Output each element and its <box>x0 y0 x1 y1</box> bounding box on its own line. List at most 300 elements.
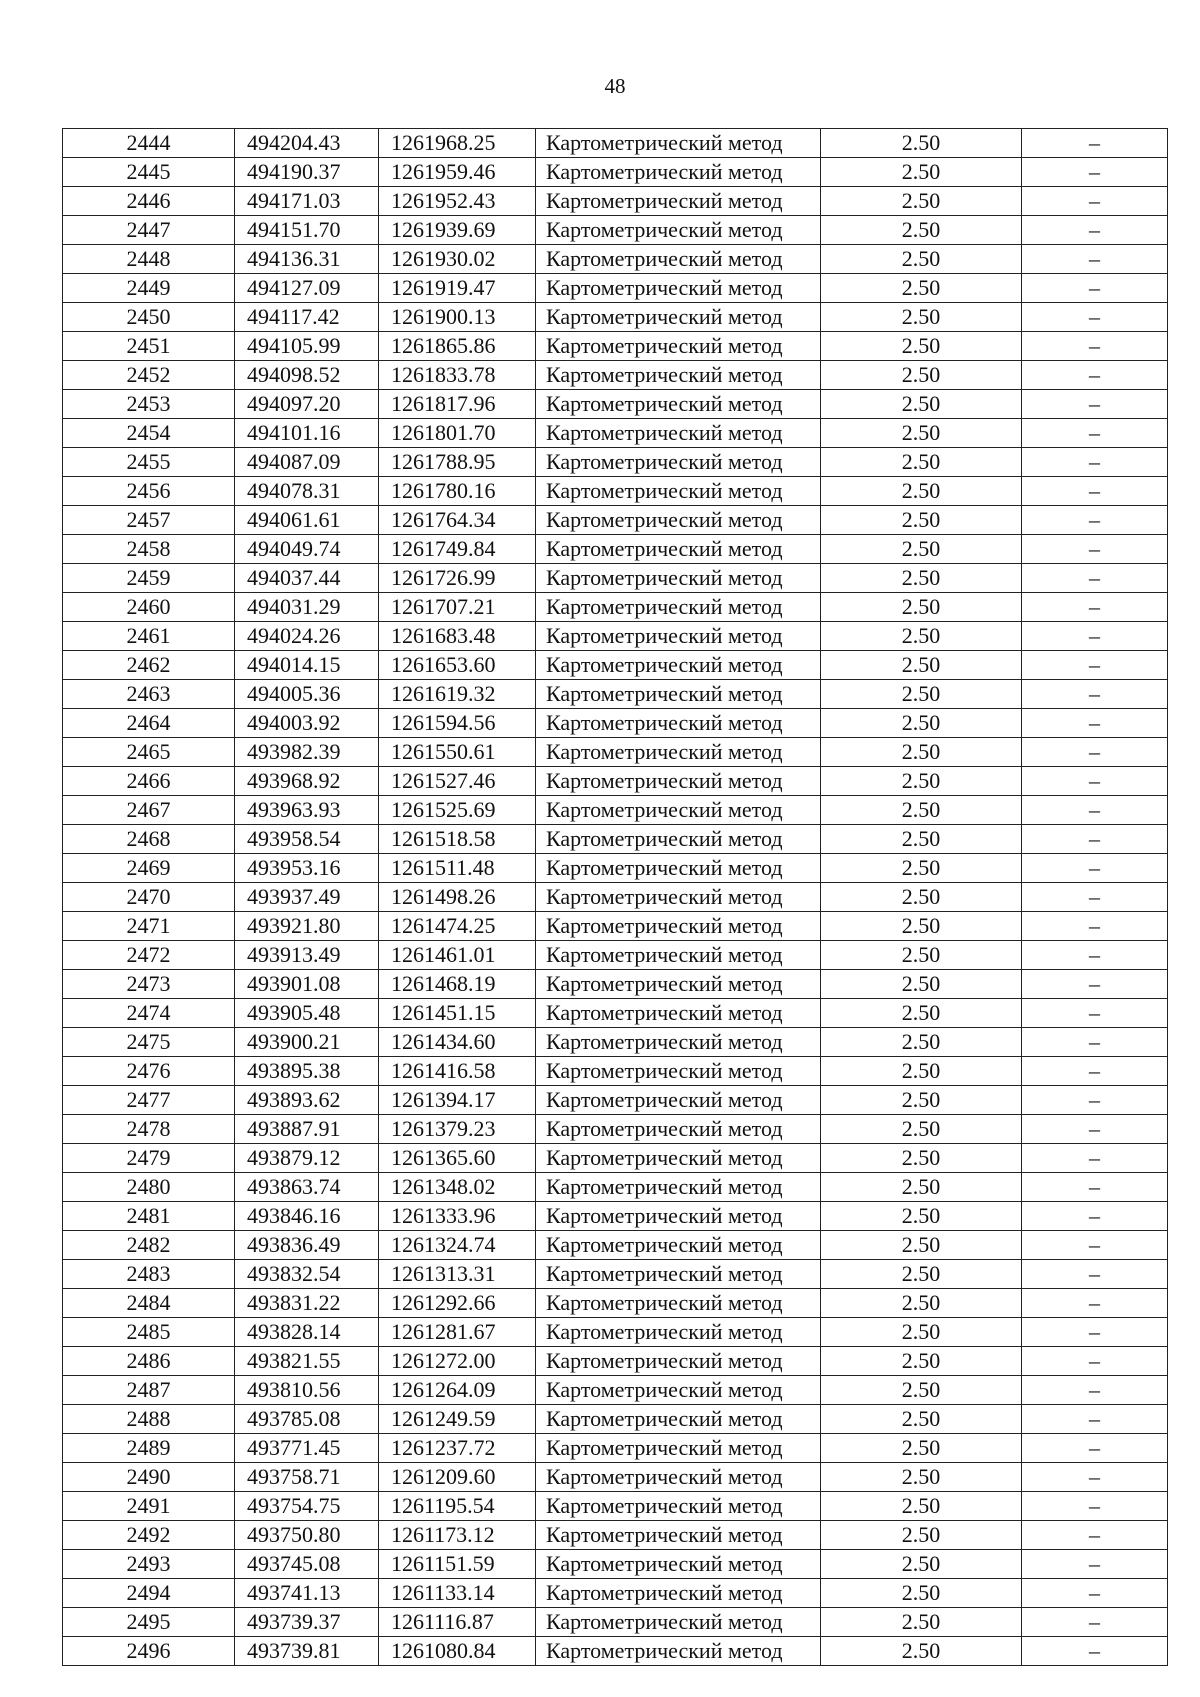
accuracy-cell: 2.50 <box>821 767 1022 796</box>
accuracy-cell: 2.50 <box>821 1608 1022 1637</box>
point-number-cell: 2481 <box>63 1202 235 1231</box>
accuracy-cell: 2.50 <box>821 825 1022 854</box>
table-row <box>63 1086 1168 1115</box>
note-cell: – <box>1022 1144 1168 1173</box>
accuracy-cell: 2.50 <box>821 1463 1022 1492</box>
y-coordinate-cell: 1261080.84 <box>379 1637 536 1666</box>
table-row <box>63 564 1168 593</box>
note-cell: – <box>1022 767 1168 796</box>
y-coordinate-cell: 1261707.21 <box>379 593 536 622</box>
accuracy-cell: 2.50 <box>821 187 1022 216</box>
method-cell: Картометрический метод <box>536 651 821 680</box>
accuracy-cell: 2.50 <box>821 477 1022 506</box>
method-cell: Картометрический метод <box>536 564 821 593</box>
x-coordinate-cell: 493913.49 <box>235 941 379 970</box>
point-number-cell: 2483 <box>63 1260 235 1289</box>
note-cell: – <box>1022 680 1168 709</box>
method-cell: Картометрический метод <box>536 767 821 796</box>
accuracy-cell: 2.50 <box>821 506 1022 535</box>
point-number-cell: 2495 <box>63 1608 235 1637</box>
point-number-cell: 2448 <box>63 245 235 274</box>
note-cell: – <box>1022 1608 1168 1637</box>
method-cell: Картометрический метод <box>536 448 821 477</box>
table-row <box>63 1550 1168 1579</box>
note-cell: – <box>1022 1492 1168 1521</box>
accuracy-cell: 2.50 <box>821 1318 1022 1347</box>
accuracy-cell: 2.50 <box>821 854 1022 883</box>
method-cell: Картометрический метод <box>536 825 821 854</box>
x-coordinate-cell: 493836.49 <box>235 1231 379 1260</box>
method-cell: Картометрический метод <box>536 535 821 564</box>
y-coordinate-cell: 1261930.02 <box>379 245 536 274</box>
method-cell: Картометрический метод <box>536 796 821 825</box>
point-number-cell: 2468 <box>63 825 235 854</box>
accuracy-cell: 2.50 <box>821 999 1022 1028</box>
x-coordinate-cell: 494101.16 <box>235 419 379 448</box>
table-row <box>63 1144 1168 1173</box>
x-coordinate-cell: 493893.62 <box>235 1086 379 1115</box>
accuracy-cell: 2.50 <box>821 361 1022 390</box>
x-coordinate-cell: 493831.22 <box>235 1289 379 1318</box>
x-coordinate-cell: 493832.54 <box>235 1260 379 1289</box>
table-row <box>63 419 1168 448</box>
method-cell: Картометрический метод <box>536 303 821 332</box>
note-cell: – <box>1022 361 1168 390</box>
table-row <box>63 390 1168 419</box>
accuracy-cell: 2.50 <box>821 303 1022 332</box>
method-cell: Картометрический метод <box>536 1057 821 1086</box>
note-cell: – <box>1022 1202 1168 1231</box>
table-row <box>63 738 1168 767</box>
accuracy-cell: 2.50 <box>821 1115 1022 1144</box>
x-coordinate-cell: 494097.20 <box>235 390 379 419</box>
method-cell: Картометрический метод <box>536 941 821 970</box>
note-cell: – <box>1022 1376 1168 1405</box>
method-cell: Картометрический метод <box>536 274 821 303</box>
y-coordinate-cell: 1261865.86 <box>379 332 536 361</box>
y-coordinate-cell: 1261968.25 <box>379 129 536 158</box>
note-cell: – <box>1022 651 1168 680</box>
note-cell: – <box>1022 535 1168 564</box>
note-cell: – <box>1022 1260 1168 1289</box>
method-cell: Картометрический метод <box>536 970 821 999</box>
point-number-cell: 2472 <box>63 941 235 970</box>
x-coordinate-cell: 493982.39 <box>235 738 379 767</box>
x-coordinate-cell: 494105.99 <box>235 332 379 361</box>
accuracy-cell: 2.50 <box>821 1579 1022 1608</box>
point-number-cell: 2457 <box>63 506 235 535</box>
y-coordinate-cell: 1261434.60 <box>379 1028 536 1057</box>
accuracy-cell: 2.50 <box>821 1347 1022 1376</box>
x-coordinate-cell: 494098.52 <box>235 361 379 390</box>
x-coordinate-cell: 494037.44 <box>235 564 379 593</box>
note-cell: – <box>1022 912 1168 941</box>
accuracy-cell: 2.50 <box>821 564 1022 593</box>
y-coordinate-cell: 1261348.02 <box>379 1173 536 1202</box>
y-coordinate-cell: 1261511.48 <box>379 854 536 883</box>
y-coordinate-cell: 1261324.74 <box>379 1231 536 1260</box>
x-coordinate-cell: 493741.13 <box>235 1579 379 1608</box>
point-number-cell: 2455 <box>63 448 235 477</box>
note-cell: – <box>1022 941 1168 970</box>
point-number-cell: 2447 <box>63 216 235 245</box>
x-coordinate-cell: 493810.56 <box>235 1376 379 1405</box>
point-number-cell: 2454 <box>63 419 235 448</box>
y-coordinate-cell: 1261292.66 <box>379 1289 536 1318</box>
point-number-cell: 2490 <box>63 1463 235 1492</box>
accuracy-cell: 2.50 <box>821 1231 1022 1260</box>
method-cell: Картометрический метод <box>536 187 821 216</box>
table-row <box>63 216 1168 245</box>
method-cell: Картометрический метод <box>536 361 821 390</box>
method-cell: Картометрический метод <box>536 912 821 941</box>
method-cell: Картометрический метод <box>536 1347 821 1376</box>
table-row <box>63 1637 1168 1666</box>
y-coordinate-cell: 1261173.12 <box>379 1521 536 1550</box>
point-number-cell: 2496 <box>63 1637 235 1666</box>
method-cell: Картометрический метод <box>536 1028 821 1057</box>
table-row <box>63 361 1168 390</box>
y-coordinate-cell: 1261900.13 <box>379 303 536 332</box>
point-number-cell: 2466 <box>63 767 235 796</box>
point-number-cell: 2471 <box>63 912 235 941</box>
note-cell: – <box>1022 1405 1168 1434</box>
note-cell: – <box>1022 1637 1168 1666</box>
accuracy-cell: 2.50 <box>821 651 1022 680</box>
accuracy-cell: 2.50 <box>821 1405 1022 1434</box>
point-number-cell: 2485 <box>63 1318 235 1347</box>
point-number-cell: 2463 <box>63 680 235 709</box>
accuracy-cell: 2.50 <box>821 274 1022 303</box>
x-coordinate-cell: 494049.74 <box>235 535 379 564</box>
x-coordinate-cell: 493821.55 <box>235 1347 379 1376</box>
x-coordinate-cell: 493895.38 <box>235 1057 379 1086</box>
y-coordinate-cell: 1261151.59 <box>379 1550 536 1579</box>
accuracy-cell: 2.50 <box>821 1260 1022 1289</box>
method-cell: Картометрический метод <box>536 1173 821 1202</box>
method-cell: Картометрический метод <box>536 477 821 506</box>
point-number-cell: 2486 <box>63 1347 235 1376</box>
table-row <box>63 1289 1168 1318</box>
accuracy-cell: 2.50 <box>821 158 1022 187</box>
accuracy-cell: 2.50 <box>821 680 1022 709</box>
accuracy-cell: 2.50 <box>821 1637 1022 1666</box>
point-number-cell: 2456 <box>63 477 235 506</box>
table-row <box>63 274 1168 303</box>
note-cell: – <box>1022 1289 1168 1318</box>
note-cell: – <box>1022 448 1168 477</box>
method-cell: Картометрический метод <box>536 1608 821 1637</box>
table-row <box>63 593 1168 622</box>
accuracy-cell: 2.50 <box>821 1057 1022 1086</box>
x-coordinate-cell: 493905.48 <box>235 999 379 1028</box>
x-coordinate-cell: 493963.93 <box>235 796 379 825</box>
y-coordinate-cell: 1261749.84 <box>379 535 536 564</box>
y-coordinate-cell: 1261474.25 <box>379 912 536 941</box>
point-number-cell: 2458 <box>63 535 235 564</box>
point-number-cell: 2476 <box>63 1057 235 1086</box>
accuracy-cell: 2.50 <box>821 593 1022 622</box>
y-coordinate-cell: 1261550.61 <box>379 738 536 767</box>
note-cell: – <box>1022 1086 1168 1115</box>
accuracy-cell: 2.50 <box>821 1376 1022 1405</box>
y-coordinate-cell: 1261788.95 <box>379 448 536 477</box>
note-cell: – <box>1022 854 1168 883</box>
method-cell: Картометрический метод <box>536 593 821 622</box>
accuracy-cell: 2.50 <box>821 1521 1022 1550</box>
note-cell: – <box>1022 1173 1168 1202</box>
accuracy-cell: 2.50 <box>821 419 1022 448</box>
y-coordinate-cell: 1261833.78 <box>379 361 536 390</box>
note-cell: – <box>1022 622 1168 651</box>
method-cell: Картометрический метод <box>536 216 821 245</box>
y-coordinate-cell: 1261764.34 <box>379 506 536 535</box>
point-number-cell: 2484 <box>63 1289 235 1318</box>
x-coordinate-cell: 493953.16 <box>235 854 379 883</box>
accuracy-cell: 2.50 <box>821 1028 1022 1057</box>
accuracy-cell: 2.50 <box>821 1086 1022 1115</box>
note-cell: – <box>1022 390 1168 419</box>
y-coordinate-cell: 1261939.69 <box>379 216 536 245</box>
accuracy-cell: 2.50 <box>821 332 1022 361</box>
point-number-cell: 2474 <box>63 999 235 1028</box>
x-coordinate-cell: 494087.09 <box>235 448 379 477</box>
accuracy-cell: 2.50 <box>821 1492 1022 1521</box>
accuracy-cell: 2.50 <box>821 1289 1022 1318</box>
x-coordinate-cell: 493745.08 <box>235 1550 379 1579</box>
table-row <box>63 1260 1168 1289</box>
method-cell: Картометрический метод <box>536 1579 821 1608</box>
table-row <box>63 1521 1168 1550</box>
x-coordinate-cell: 493958.54 <box>235 825 379 854</box>
y-coordinate-cell: 1261594.56 <box>379 709 536 738</box>
point-number-cell: 2445 <box>63 158 235 187</box>
point-number-cell: 2494 <box>63 1579 235 1608</box>
x-coordinate-cell: 494151.70 <box>235 216 379 245</box>
y-coordinate-cell: 1261195.54 <box>379 1492 536 1521</box>
x-coordinate-cell: 494014.15 <box>235 651 379 680</box>
table-row <box>63 854 1168 883</box>
table-row <box>63 448 1168 477</box>
method-cell: Картометрический метод <box>536 506 821 535</box>
method-cell: Картометрический метод <box>536 1318 821 1347</box>
method-cell: Картометрический метод <box>536 158 821 187</box>
y-coordinate-cell: 1261451.15 <box>379 999 536 1028</box>
table-row <box>63 303 1168 332</box>
point-number-cell: 2459 <box>63 564 235 593</box>
note-cell: – <box>1022 999 1168 1028</box>
table-row <box>63 622 1168 651</box>
point-number-cell: 2489 <box>63 1434 235 1463</box>
method-cell: Картометрический метод <box>536 245 821 274</box>
note-cell: – <box>1022 1057 1168 1086</box>
x-coordinate-cell: 493937.49 <box>235 883 379 912</box>
x-coordinate-cell: 493879.12 <box>235 1144 379 1173</box>
note-cell: – <box>1022 245 1168 274</box>
y-coordinate-cell: 1261249.59 <box>379 1405 536 1434</box>
point-number-cell: 2488 <box>63 1405 235 1434</box>
x-coordinate-cell: 493863.74 <box>235 1173 379 1202</box>
point-number-cell: 2450 <box>63 303 235 332</box>
accuracy-cell: 2.50 <box>821 129 1022 158</box>
point-number-cell: 2492 <box>63 1521 235 1550</box>
table-row <box>63 1115 1168 1144</box>
point-number-cell: 2478 <box>63 1115 235 1144</box>
accuracy-cell: 2.50 <box>821 622 1022 651</box>
table-row <box>63 1231 1168 1260</box>
point-number-cell: 2473 <box>63 970 235 999</box>
y-coordinate-cell: 1261461.01 <box>379 941 536 970</box>
table-row <box>63 1608 1168 1637</box>
x-coordinate-cell: 494117.42 <box>235 303 379 332</box>
method-cell: Картометрический метод <box>536 1231 821 1260</box>
table-row <box>63 1405 1168 1434</box>
y-coordinate-cell: 1261237.72 <box>379 1434 536 1463</box>
method-cell: Картометрический метод <box>536 1492 821 1521</box>
accuracy-cell: 2.50 <box>821 912 1022 941</box>
x-coordinate-cell: 494171.03 <box>235 187 379 216</box>
point-number-cell: 2475 <box>63 1028 235 1057</box>
table-row <box>63 1318 1168 1347</box>
table-row <box>63 999 1168 1028</box>
point-number-cell: 2482 <box>63 1231 235 1260</box>
accuracy-cell: 2.50 <box>821 796 1022 825</box>
accuracy-cell: 2.50 <box>821 1550 1022 1579</box>
page-number: 48 <box>604 74 626 98</box>
method-cell: Картометрический метод <box>536 680 821 709</box>
x-coordinate-cell: 494061.61 <box>235 506 379 535</box>
x-coordinate-cell: 493750.80 <box>235 1521 379 1550</box>
table-row <box>63 187 1168 216</box>
y-coordinate-cell: 1261209.60 <box>379 1463 536 1492</box>
x-coordinate-cell: 494127.09 <box>235 274 379 303</box>
method-cell: Картометрический метод <box>536 1202 821 1231</box>
point-number-cell: 2462 <box>63 651 235 680</box>
accuracy-cell: 2.50 <box>821 1173 1022 1202</box>
y-coordinate-cell: 1261527.46 <box>379 767 536 796</box>
note-cell: – <box>1022 883 1168 912</box>
table-row <box>63 825 1168 854</box>
table-row <box>63 1057 1168 1086</box>
x-coordinate-cell: 494031.29 <box>235 593 379 622</box>
x-coordinate-cell: 494204.43 <box>235 129 379 158</box>
method-cell: Картометрический метод <box>536 854 821 883</box>
method-cell: Картометрический метод <box>536 1405 821 1434</box>
y-coordinate-cell: 1261264.09 <box>379 1376 536 1405</box>
note-cell: – <box>1022 709 1168 738</box>
table-row <box>63 129 1168 158</box>
note-cell: – <box>1022 970 1168 999</box>
y-coordinate-cell: 1261498.26 <box>379 883 536 912</box>
table-row <box>63 912 1168 941</box>
accuracy-cell: 2.50 <box>821 970 1022 999</box>
point-number-cell: 2467 <box>63 796 235 825</box>
point-number-cell: 2451 <box>63 332 235 361</box>
note-cell: – <box>1022 1115 1168 1144</box>
point-number-cell: 2469 <box>63 854 235 883</box>
note-cell: – <box>1022 187 1168 216</box>
x-coordinate-cell: 493921.80 <box>235 912 379 941</box>
y-coordinate-cell: 1261333.96 <box>379 1202 536 1231</box>
method-cell: Картометрический метод <box>536 883 821 912</box>
table-row <box>63 1579 1168 1608</box>
point-number-cell: 2444 <box>63 129 235 158</box>
accuracy-cell: 2.50 <box>821 535 1022 564</box>
y-coordinate-cell: 1261468.19 <box>379 970 536 999</box>
table-row <box>63 709 1168 738</box>
method-cell: Картометрический метод <box>536 709 821 738</box>
y-coordinate-cell: 1261619.32 <box>379 680 536 709</box>
accuracy-cell: 2.50 <box>821 1202 1022 1231</box>
table-row <box>63 245 1168 274</box>
table-row <box>63 1376 1168 1405</box>
point-number-cell: 2464 <box>63 709 235 738</box>
note-cell: – <box>1022 477 1168 506</box>
method-cell: Картометрический метод <box>536 1289 821 1318</box>
y-coordinate-cell: 1261919.47 <box>379 274 536 303</box>
table-row <box>63 332 1168 361</box>
accuracy-cell: 2.50 <box>821 448 1022 477</box>
note-cell: – <box>1022 158 1168 187</box>
note-cell: – <box>1022 593 1168 622</box>
note-cell: – <box>1022 1521 1168 1550</box>
method-cell: Картометрический метод <box>536 1144 821 1173</box>
y-coordinate-cell: 1261379.23 <box>379 1115 536 1144</box>
x-coordinate-cell: 493785.08 <box>235 1405 379 1434</box>
table-row <box>63 1492 1168 1521</box>
method-cell: Картометрический метод <box>536 1521 821 1550</box>
method-cell: Картометрический метод <box>536 738 821 767</box>
point-number-cell: 2493 <box>63 1550 235 1579</box>
point-number-cell: 2487 <box>63 1376 235 1405</box>
note-cell: – <box>1022 738 1168 767</box>
table-row <box>63 796 1168 825</box>
y-coordinate-cell: 1261817.96 <box>379 390 536 419</box>
y-coordinate-cell: 1261518.58 <box>379 825 536 854</box>
table-row <box>63 477 1168 506</box>
x-coordinate-cell: 493771.45 <box>235 1434 379 1463</box>
table-row <box>63 970 1168 999</box>
table-row <box>63 1173 1168 1202</box>
method-cell: Картометрический метод <box>536 622 821 651</box>
y-coordinate-cell: 1261959.46 <box>379 158 536 187</box>
y-coordinate-cell: 1261653.60 <box>379 651 536 680</box>
y-coordinate-cell: 1261313.31 <box>379 1260 536 1289</box>
x-coordinate-cell: 493828.14 <box>235 1318 379 1347</box>
table-row <box>63 1463 1168 1492</box>
x-coordinate-cell: 493846.16 <box>235 1202 379 1231</box>
accuracy-cell: 2.50 <box>821 216 1022 245</box>
accuracy-cell: 2.50 <box>821 245 1022 274</box>
table-row <box>63 767 1168 796</box>
coordinates-table <box>62 128 1168 1666</box>
y-coordinate-cell: 1261683.48 <box>379 622 536 651</box>
table-row <box>63 680 1168 709</box>
y-coordinate-cell: 1261952.43 <box>379 187 536 216</box>
point-number-cell: 2453 <box>63 390 235 419</box>
y-coordinate-cell: 1261272.00 <box>379 1347 536 1376</box>
method-cell: Картометрический метод <box>536 419 821 448</box>
method-cell: Картометрический метод <box>536 129 821 158</box>
x-coordinate-cell: 493968.92 <box>235 767 379 796</box>
coordinates-table-body <box>63 129 1168 1666</box>
table-row <box>63 883 1168 912</box>
note-cell: – <box>1022 303 1168 332</box>
method-cell: Картометрический метод <box>536 1376 821 1405</box>
point-number-cell: 2480 <box>63 1173 235 1202</box>
x-coordinate-cell: 494190.37 <box>235 158 379 187</box>
point-number-cell: 2491 <box>63 1492 235 1521</box>
